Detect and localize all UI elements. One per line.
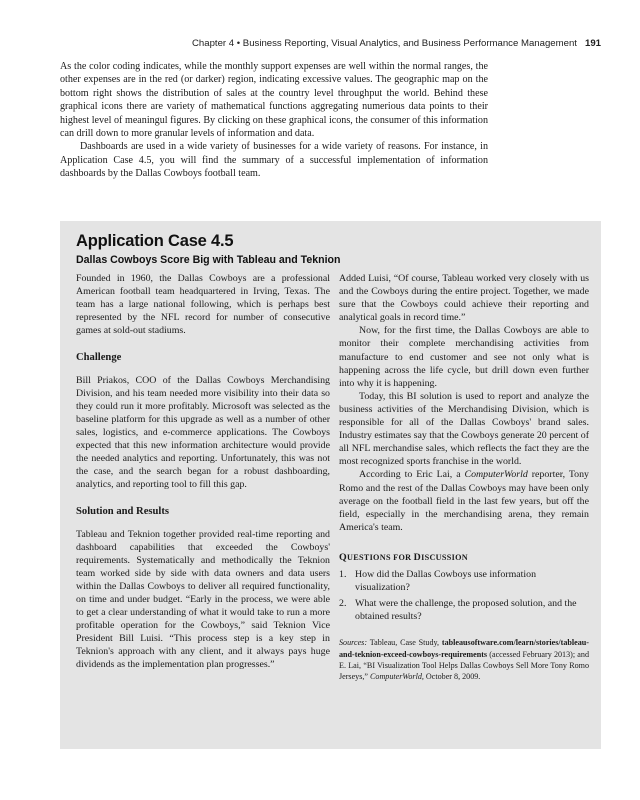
questions-heading: QUESTIONS FOR DISCUSSION	[339, 551, 468, 563]
running-header	[60, 38, 601, 49]
sources-citation: Sources: Tableau, Case Study, tableausoftware.com/learn/stories/tableau-and-teknion-exceed-cowboys-requirements (accessed February 2013); and E. Lai, “BI Visualization Tool Helps Dallas Cowboys Sell More Tony Romo Jerseys,” ComputerWorld, October 8, 2009.	[339, 638, 589, 681]
intro-text	[60, 60, 488, 181]
case-paragraph: Tableau and Teknion together provided real-time reporting and dashboard capabilities that exceeded the Cowboys' requirements. Systematically and methodically the Teknion team worked side by side with data owners and data users within the Dallas Cowboys to deliver all required functionality, on time and under budget. “Early in the process, we were able to get a clear understanding of what it would take to run a more profitable operation for the Cowboys,” said Teknion Vice President Bill Luisi. “This process step is a key step in Teknion's approach with any client, and it always pays huge dividends as the implementation plan progresses.”	[76, 528, 330, 671]
source-url: tableausoftware.com/learn/stories/tableau-and-teknion-exceed-cowboys-requirements	[339, 638, 589, 659]
publication-name: ComputerWorld	[464, 469, 528, 481]
solution-heading: Solution and Results	[76, 506, 170, 518]
case-subtitle: Dallas Cowboys Score Big with Tableau and Teknion	[76, 254, 341, 266]
case-paragraph: Now, for the first time, the Dallas Cowboys are able to monitor their complete merchandising activities from manufacture to end customer and see not only what is happening across the life cycle, but drill down even further into why it is happening.	[339, 325, 589, 389]
challenge-heading: Challenge	[76, 352, 122, 364]
case-left-column	[76, 272, 330, 672]
intro-paragraph-1: As the color coding indicates, while the monthly support expenses are well within the normal ranges, the other expenses are in the red (or darker) region, indicating excessive values. The geographic map on the bottom right shows the distribution of sales at the country level throughput the world. Behind these graphical icons there are variety of mathematical functions aggregating numerious data points to their highest level of meaningul figures. By clicking on these graphical icons, the consumer of this information can drill down to more granular levels of information and data.	[60, 61, 488, 140]
page-number: 191	[584, 38, 601, 49]
chapter-line: Chapter 4 • Business Reporting, Visual Analytics, and Business Performance Management	[191, 38, 577, 49]
case-title: Application Case 4.5	[76, 232, 234, 250]
question-item: 1. How did the Dallas Cowboys use information visualization?	[339, 568, 537, 594]
intro-paragraph-2: Dashboards are used in a wide variety of businesses for a wide variety of reasons. For instance, in Application Case 4.5, you will find the summary of a successful implementation of information dashboards by the Dallas Cowboys football team.	[60, 141, 488, 180]
case-paragraph: Founded in 1960, the Dallas Cowboys are a professional American football team headquartered in Irving, Texas. The team has a large national following, which is perhaps best represented by the NFL record for number of consecutive games at sold-out stadiums.	[76, 273, 330, 337]
question-item: 2. What were the challenge, the proposed solution, and the obtained results?	[339, 598, 577, 623]
case-paragraph: Today, this BI solution is used to report and analyze the business activities of the Merchandising Division, which is responsible for all of the Dallas Cowboys' brand sales. Industry estimates say that the Cowboys generate 20 percent of all NFL merchandise sales, which reflects the fact they are the most recognized sports franchise in the world.	[339, 390, 589, 468]
case-paragraph: Bill Priakos, COO of the Dallas Cowboys Merchandising Division, and his team needed more visibility into their data so they could run it more profitably. Microsoft was selected as the baseline platform for this upgrade as well as a number of other sales, logistics, and e-commerce applications. The Cowboys expected that this new information architecture would provide the needed analytics and reporting. Unfortunately, this was not the case, and the search began for a robust dashboarding, analytics, and reporting tool to fill this gap.	[76, 374, 330, 491]
case-paragraph: According to Eric Lai, a ComputerWorld reporter, Tony Romo and the rest of the Dallas Cowboys may have been only average on the football field in the last few years, but off the field, especially in the merchandising arena, they remain America's team.	[339, 469, 589, 533]
case-right-column	[339, 272, 589, 682]
case-paragraph: Added Luisi, “Of course, Tableau worked very closely with us and the Cowboys during the entire project. Together, we made sure that the Cowboys could achieve their reporting and analytical goals in record time.”	[339, 273, 589, 324]
